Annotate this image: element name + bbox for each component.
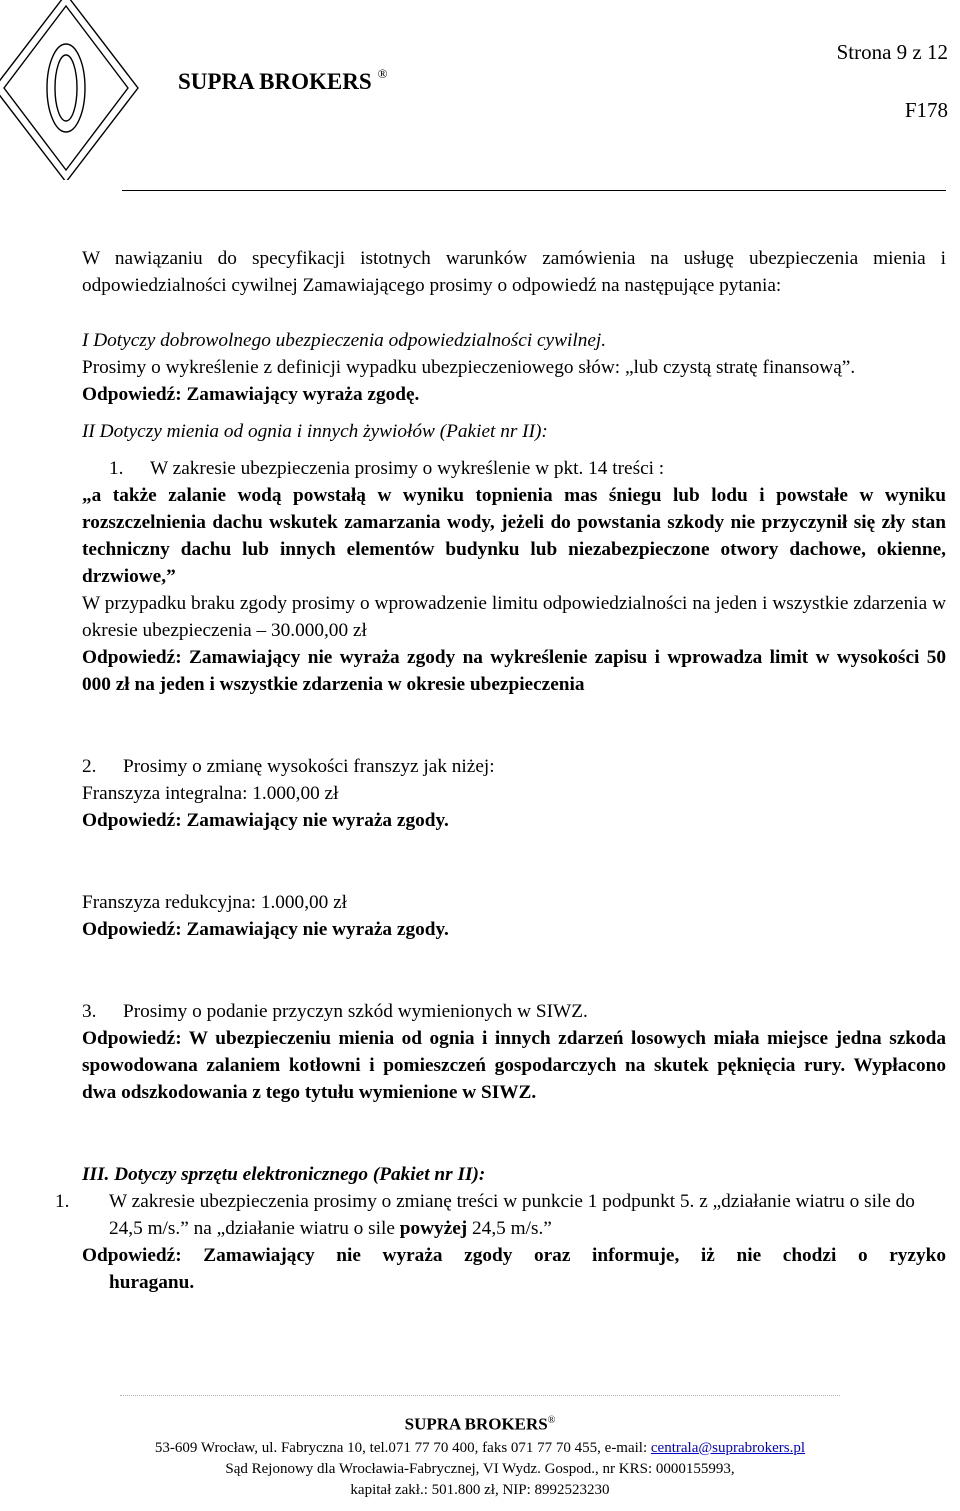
intro-paragraph: W nawiązaniu do specyfikacji istotnych warunków zamówienia na usługę ubezpieczenia mienia i odpowiedzialności cywilnej Zamawiającego prosimy o odpowiedź na następujące pytania: <box>82 248 946 296</box>
question-1-answer: Odpowiedź: Zamawiający nie wyraża zgody na wykreślenie zapisu i wprowadza limit w wysokości 50 000 zł na jeden i wszystkie zdarzenia w okresie ubezpieczenia <box>82 647 946 695</box>
question-3: 3. Prosimy o podanie przyczyn szkód wymienionych w SIWZ. <box>82 1001 588 1022</box>
header-brand: SUPRA BROKERS ® <box>178 66 388 94</box>
section-3-answer-cont: huraganu. <box>109 1272 195 1293</box>
question-3-answer: Odpowiedź: W ubezpieczeniu mienia od ognia i innych zdarzeń losowych miała miejsce jedna szkoda spowodowana zalaniem kotłowni i pomieszczeń gospodarczych na skutek pęknięcia rury. Wypłacono dwa odszkodowania z tego tytułu wymienione w SIWZ. <box>82 1028 946 1103</box>
section-3-question-1: 1. W zakresie ubezpieczenia prosimy o zmianę treści w punkcie 1 podpunkt 5. z „działanie wiatru o sile do 24,5 m/s.” na „działanie wiatru o sile powyżej 24,5 m/s.” <box>55 1191 915 1239</box>
logo-icon <box>0 0 140 180</box>
question-2-integral: Franszyza integralna: 1.000,00 zł <box>82 783 339 804</box>
footer-brand: SUPRA BROKERS® <box>404 1414 556 1434</box>
section-3-title: III. Dotyczy sprzętu elektronicznego (Pakiet nr II): <box>82 1164 486 1185</box>
question-1: 1. W zakresie ubezpieczenia prosimy o wykreślenie w pkt. 14 treści : <box>109 458 665 479</box>
question-2-reduction: Franszyza redukcyjna: 1.000,00 zł <box>82 892 348 913</box>
document-code: F178 <box>904 98 948 122</box>
question-2-answer-2: Odpowiedź: Zamawiający nie wyraża zgody. <box>82 919 449 940</box>
email-link[interactable]: centrala@suprabrokers.pl <box>650 1439 806 1456</box>
page-footer <box>0 1395 960 1501</box>
question-1-limit: W przypadku braku zgody prosimy o wprowadzenie limitu odpowiedzialności na jeden i wszystkie zdarzenia w okresie ubezpieczenia – 30.000,00 zł <box>82 593 946 641</box>
footer-capital: kapitał zakł.: 501.800 zł, NIP: 8992523230 <box>350 1481 610 1498</box>
footer-divider <box>120 1395 840 1396</box>
header-divider <box>122 190 946 191</box>
section-1-title: I Dotyczy dobrowolnego ubezpieczenia odpowiedzialności cywilnej. <box>82 330 607 351</box>
section-1-question: Prosimy o wykreślenie z definicji wypadku ubezpieczeniowego słów: „lub czystą stratę finansową”. <box>82 357 856 378</box>
question-1-quote: „a także zalanie wodą powstałą w wyniku topnienia mas śniegu lub lodu i powstałe w wyniku rozszczelnienia dachu wskutek zamarzania wody, jeżeli do powstania szkody nie przyczynił się zły stan techniczny dachu lub innych elementów budynku lub niezabezpieczone otwory dachowe, okienne, drzwiowe,” <box>82 485 946 587</box>
section-3-answer: Odpowiedź: Zamawiający nie wyraża zgody oraz informuje, iż nie chodzi o ryzyko <box>82 1245 946 1266</box>
document-body <box>55 245 946 1296</box>
section-2-title: II Dotyczy mienia od ognia i innych żywiołów (Pakiet nr II): <box>82 421 548 442</box>
footer-address: 53-609 Wrocław, ul. Fabryczna 10, tel.071 77 70 400, faks 071 77 70 455, e-mail: centrala@suprabrokers.pl <box>154 1439 806 1456</box>
section-1-answer: Odpowiedź: Zamawiający wyraża zgodę. <box>82 384 420 405</box>
registered-mark: ® <box>377 66 388 81</box>
page-number: Strona 9 z 12 <box>836 40 948 64</box>
question-2-answer-1: Odpowiedź: Zamawiający nie wyraża zgody. <box>82 810 449 831</box>
footer-court: Sąd Rejonowy dla Wrocławia-Fabrycznej, VI Wydz. Gospod., nr KRS: 0000155993, <box>225 1460 735 1477</box>
question-2: 2. Prosimy o zmianę wysokości franszyz jak niżej: <box>82 756 495 777</box>
